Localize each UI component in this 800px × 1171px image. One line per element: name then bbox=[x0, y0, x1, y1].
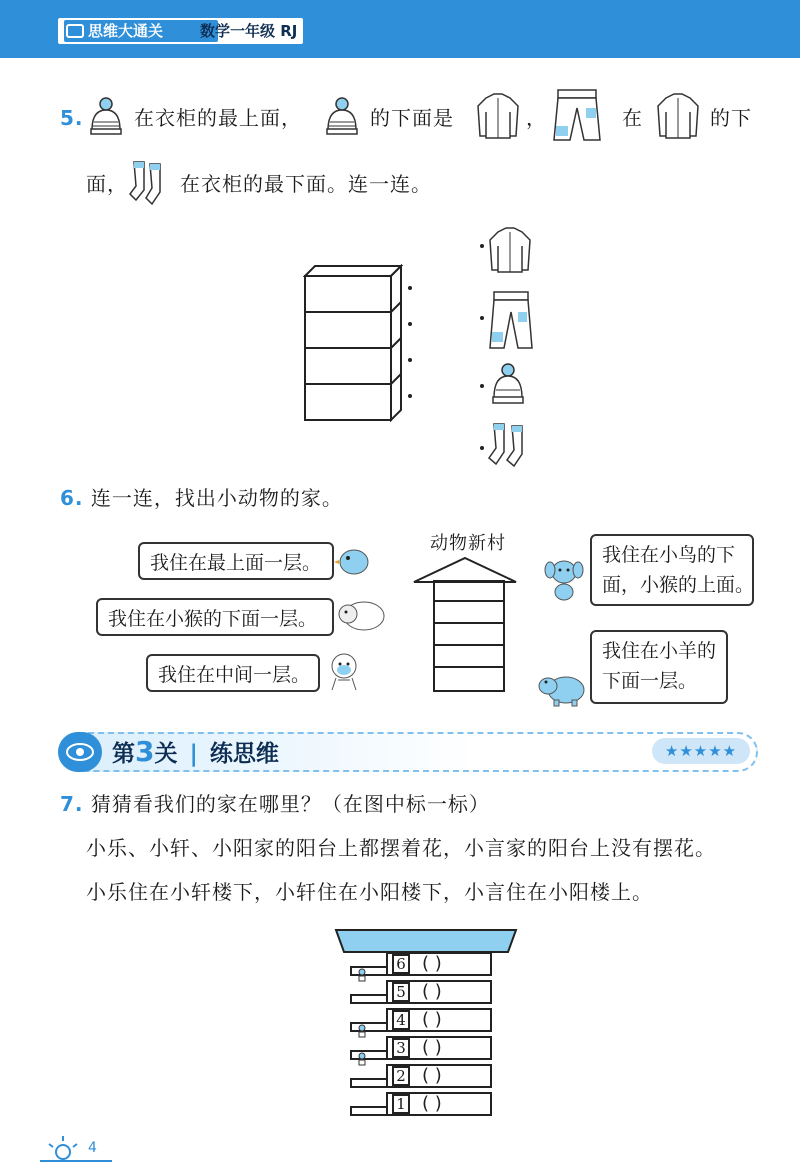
bubble-dog-line1: 我住在小鸟的下 bbox=[602, 544, 736, 566]
house-floor-line bbox=[433, 600, 505, 602]
q5-seg2: 的下面是 bbox=[370, 106, 454, 130]
level-prefix: 第 bbox=[112, 741, 135, 767]
bubble-dog-line2: 面，小猴的上面。 bbox=[602, 574, 755, 596]
shirt-icon bbox=[474, 92, 522, 140]
item-dot[interactable] bbox=[480, 446, 484, 450]
socks-icon bbox=[128, 160, 172, 206]
q7-number: 7. bbox=[60, 792, 84, 816]
q7-title-line bbox=[60, 790, 490, 818]
balcony bbox=[350, 1106, 386, 1116]
floor-number: 5 bbox=[392, 982, 410, 1002]
house-floor-line bbox=[433, 644, 505, 646]
floor-4 bbox=[386, 1008, 492, 1032]
q5-seg4: 在 bbox=[622, 106, 643, 130]
bubble-monkey: 我住在中间一层。 bbox=[146, 654, 320, 692]
hat-icon bbox=[86, 96, 126, 136]
series-title: 思维大通关 bbox=[64, 20, 218, 42]
q7-title: 猜猜看我们的家在哪里？（在图中标一标） bbox=[90, 792, 490, 816]
pants-icon bbox=[548, 88, 606, 144]
bubble-hippo bbox=[590, 630, 728, 704]
floor-5 bbox=[386, 980, 492, 1004]
q5-seg5: 的下 bbox=[710, 106, 752, 130]
q6-number: 6. bbox=[60, 486, 84, 510]
bubble-hippo-line2: 下面一层。 bbox=[602, 670, 698, 692]
wardrobe-dot[interactable] bbox=[408, 394, 412, 398]
footer-line bbox=[40, 1160, 112, 1162]
floor-answer[interactable]: ( ) bbox=[422, 1093, 442, 1114]
hat-icon bbox=[322, 96, 362, 136]
balcony bbox=[350, 994, 386, 1004]
shirt-icon bbox=[486, 226, 534, 276]
house-floor-line bbox=[433, 666, 505, 668]
sun-icon bbox=[44, 1134, 82, 1160]
shirt-icon bbox=[654, 92, 702, 140]
q5-line1 bbox=[60, 104, 84, 132]
flower-icon bbox=[356, 1024, 368, 1038]
level-name: 练思维 bbox=[209, 741, 279, 767]
q6-title: 连一连，找出小动物的家。 bbox=[90, 486, 343, 510]
item-dot[interactable] bbox=[480, 244, 484, 248]
balcony bbox=[350, 1078, 386, 1088]
page-number: 4 bbox=[88, 1140, 97, 1156]
q7-line1: 小乐、小轩、小阳家的阳台上都摆着花，小言家的阳台上没有摆花。 bbox=[86, 836, 716, 860]
floor-1 bbox=[386, 1092, 492, 1116]
floor-answer[interactable]: ( ) bbox=[422, 1037, 442, 1058]
q5-seg1: 在衣柜的最上面， bbox=[134, 106, 302, 130]
q7-line2: 小乐住在小轩楼下，小轩住在小阳楼下，小言住在小阳楼上。 bbox=[86, 880, 653, 904]
floor-answer[interactable]: ( ) bbox=[422, 1009, 442, 1030]
wardrobe-dot[interactable] bbox=[408, 322, 412, 326]
pants-icon bbox=[484, 290, 536, 352]
q5-number: 5. bbox=[60, 106, 84, 130]
floor-answer[interactable]: ( ) bbox=[422, 953, 442, 974]
floor-3 bbox=[386, 1036, 492, 1060]
building-roof bbox=[330, 928, 522, 954]
bubble-dog bbox=[590, 534, 754, 606]
floor-number: 2 bbox=[392, 1066, 410, 1086]
floor-number: 3 bbox=[392, 1038, 410, 1058]
floor-number: 4 bbox=[392, 1010, 410, 1030]
rocket-icon bbox=[58, 732, 102, 772]
wardrobe-dot[interactable] bbox=[408, 286, 412, 290]
floor-number: 6 bbox=[392, 954, 410, 974]
wardrobe-dot[interactable] bbox=[408, 358, 412, 362]
q5-seg7: 在衣柜的最下面。连一连。 bbox=[180, 172, 432, 196]
dog-icon bbox=[542, 556, 586, 602]
bird-icon bbox=[334, 540, 376, 578]
socks-icon bbox=[486, 422, 534, 468]
bubble-hippo-line1: 我住在小羊的 bbox=[602, 640, 717, 662]
floor-number: 1 bbox=[392, 1094, 410, 1114]
hat-icon bbox=[488, 362, 528, 406]
hippo-icon bbox=[538, 670, 588, 708]
house-label: 动物新村 bbox=[430, 533, 506, 554]
house-body bbox=[433, 580, 505, 692]
monkey-icon bbox=[324, 650, 368, 694]
q5-seg6: 面， bbox=[86, 172, 128, 196]
level-number: 3 bbox=[135, 735, 155, 768]
bubble-bird: 我住在最上面一层。 bbox=[138, 542, 334, 580]
item-dot[interactable] bbox=[480, 384, 484, 388]
sheep-icon bbox=[336, 596, 386, 636]
level-suffix: 关 bbox=[154, 741, 178, 767]
flower-icon bbox=[356, 968, 368, 982]
floor-answer[interactable]: ( ) bbox=[422, 981, 442, 1002]
floor-6 bbox=[386, 952, 492, 976]
difficulty-stars: ★★★★★ bbox=[652, 738, 750, 764]
house-floor-line bbox=[433, 622, 505, 624]
book-icon bbox=[66, 24, 84, 38]
q6-title-line bbox=[60, 484, 343, 512]
floor-2 bbox=[386, 1064, 492, 1088]
flower-icon bbox=[356, 1052, 368, 1066]
level-title: 第3关 | 练思维 bbox=[112, 735, 279, 768]
subject-label: 数学一年级 RJ bbox=[200, 22, 298, 40]
wardrobe bbox=[303, 264, 403, 424]
q5-seg3: ， bbox=[526, 106, 547, 130]
bubble-sheep: 我住在小猴的下面一层。 bbox=[96, 598, 334, 636]
floor-answer[interactable]: ( ) bbox=[422, 1065, 442, 1086]
